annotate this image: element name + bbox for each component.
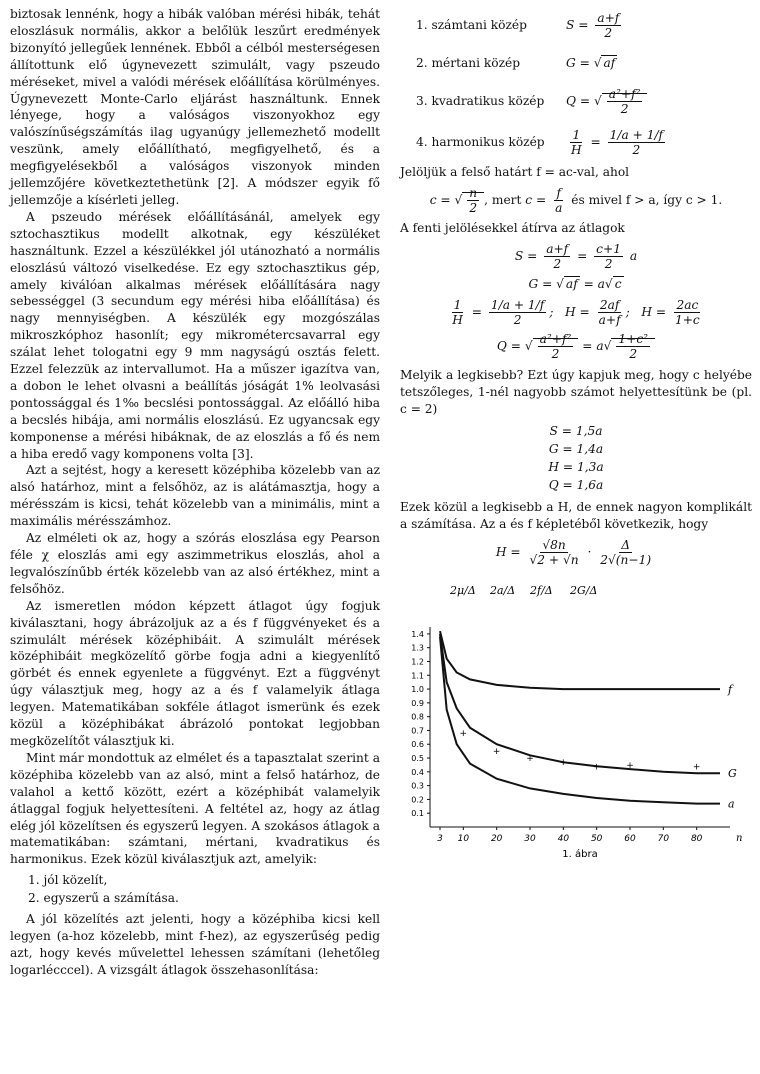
y-tick-label: 0.3: [411, 781, 424, 791]
series-label: G: [728, 767, 737, 781]
right-column: [400, 6, 752, 872]
x-tick-label: 80: [690, 834, 703, 845]
value-item: H = 1,3a: [548, 460, 604, 475]
value-item: G = 1,4a: [548, 442, 604, 457]
x-tick-label: 40: [557, 834, 570, 845]
mean-label: 3. kvadratikus közép: [416, 93, 545, 108]
figure-caption: 1. ábra: [562, 849, 598, 861]
left-column: [10, 6, 380, 979]
formula: G = √ af: [566, 55, 616, 70]
legend-label: 2μ/Δ: [450, 584, 476, 598]
paragraph: Mint már mondottuk az elmélet és a tapasztalat szerint a középhiba közelebb van az alsó, mint a felső határhoz, de valahol a kettő között, ezért a középhibát valamelyik átlaggal fogjuk helyettesíteni. A feltétel az, hogy az átlag elég jól közelítsen és egyszerű legyen. A szokásos átlagok a matematikában: számtani, mértani, kvadratikus és harmonikus. Ezek közül kiválasztjuk azt, amelyik:: [10, 750, 380, 867]
y-tick-label: 0.5: [411, 754, 424, 764]
y-tick-label: 0.7: [411, 726, 424, 736]
mean-label: 4. harmonikus közép: [416, 134, 545, 149]
x-tick-label: 60: [624, 834, 636, 845]
data-point: +: [592, 762, 601, 773]
formula: G = √ af = a√ c: [528, 276, 622, 291]
y-tick-label: 0.1: [411, 809, 424, 819]
data-point: +: [559, 758, 568, 769]
mean-row: [400, 82, 752, 120]
y-tick-label: 1.4: [411, 630, 424, 640]
values-list: [400, 422, 752, 494]
legend-label: 2f/Δ: [530, 584, 553, 598]
x-tick-label: 20: [490, 834, 503, 845]
y-tick-label: 1.1: [411, 671, 424, 681]
formula: $\frac{1}{H}$ = $\frac{1/a + 1/f}{2}$: [571, 127, 664, 157]
paragraph: A fenti jelölésekkel átírva az átlagok: [400, 220, 625, 235]
x-tick-label: 30: [524, 834, 536, 845]
legend-label: 2G/Δ: [570, 584, 598, 598]
y-tick-label: 0.4: [411, 768, 424, 778]
series-label: a: [728, 797, 735, 811]
paragraph: Azt a sejtést, hogy a keresett középhiba közelebb van az alsó határhoz, mint a felsőhöz, az is alátámasztja, hogy a mérésszám is kicsi, tehát közelebb van a minimális, mint a maximális mérésszámhoz.: [10, 463, 380, 529]
x-tick-label: 70: [657, 834, 670, 845]
data-point: +: [526, 754, 534, 765]
data-point: +: [626, 761, 634, 772]
formula: S = $\frac{a+f}{2}$: [566, 10, 620, 40]
y-tick-label: 1.0: [411, 685, 424, 695]
legend-label: 2a/Δ: [490, 584, 516, 598]
data-point: +: [492, 747, 501, 758]
list-item: 1. jól közelít,: [28, 873, 108, 888]
series-label: f: [728, 683, 733, 697]
formula: H = $\frac{√8n}{√2 + √n}$ · $\frac{\Delta}{2√(n-1)}$: [495, 538, 652, 568]
data-point: +: [692, 762, 701, 773]
series-line-G: [440, 634, 720, 773]
y-tick-label: 1.2: [411, 657, 424, 667]
mean-label: 1. számtani közép: [416, 17, 527, 32]
y-tick-label: 0.6: [411, 740, 424, 750]
x-tick-label: 3: [437, 834, 443, 845]
mean-row: [400, 120, 752, 164]
series-line-f: [440, 631, 720, 689]
value-item: S = 1,5a: [549, 424, 603, 439]
y-tick-label: 0.9: [411, 699, 424, 709]
value-item: Q = 1,6a: [548, 478, 604, 493]
paragraph: Ezek közül a legkisebb a H, de ennek nagyon komplikált a számítása. Az a és f képletéből következik, hogy: [400, 500, 752, 532]
y-tick-label: 0.2: [411, 795, 424, 805]
list-item: 2. egyszerű a számítása.: [28, 891, 179, 906]
paragraph: A jól közelítés azt jelenti, hogy a középhiba kicsi kell legyen (a-hoz közelebb, mint f-hez), az egyszerűség pedig azt, hogy kevés művelettel lehessen számítani (lehetőleg logarlécccel). A vizsgált átlagok összehasonlítása:: [10, 912, 380, 977]
mean-row: [400, 44, 752, 82]
criteria-list: [28, 872, 380, 907]
x-tick-label: 10: [457, 834, 470, 845]
paragraph: Melyik a legkisebb? Ezt úgy kapjuk meg, hogy c helyébe tetszőleges, 1-nél nagyobb számot helyettesítünk be (pl. c = 2): [400, 367, 752, 416]
formula: $\frac{1}{H}$ = $\frac{1/a + 1/f}{2}$ ; H = $\frac{2af}{a+f}$ ; H = $\frac{2ac}{1+c}$: [452, 297, 700, 327]
formula: S = $\frac{a+f}{2}$ = $\frac{c+1}{2}$ a: [514, 241, 638, 271]
paragraph: Jelöljük a felső határt f = ac-val, ahol: [400, 165, 630, 179]
formula: Q = √ $\frac{\text{a²+f²}}{2}$ = a√ $\frac{\text{1+c²}}{2}$: [400, 332, 752, 361]
figure-1-chart: [400, 572, 750, 872]
paragraph: A pszeudo mérések előállításánál, amelyek egy sztochasztikus modellt alkotnak, egy készüléket használtunk. Ezzel a készülékkel jól utánozható a normális eloszlású változó viselkedése. Ez egy sztochasztikus gép, amely kiválóan alkalmas mérések előállítására nagy sebességgel (3 secundum egy mérési hiba előállítása) és nagy mennyiségben. A készülék egy mozgószálas mikroszkóphoz hasonlít; egy mikrométercsavarral egy szálat lehet tologatni egy 9 mm nagyságú osztás felett. Ezzel felezzük az intervallumot. Ha a műszer igazítva van, a dobon le lehet olvasni a beállítás jóságát 1% leolvasási pontossággal és 1‰ becslési pontossággal. Az előálló hiba a becslés hibája, ami normális eloszlású. Ez ugyancsak egy komponense a mérési hibáknak, de az eloszlás a fő és nem a hiba eredő vagy komponens volta [3].: [10, 209, 380, 461]
y-tick-label: 1.3: [411, 643, 424, 653]
x-axis-label: n: [736, 833, 743, 845]
data-point: +: [459, 729, 468, 740]
mean-label: 2. mértani közép: [416, 55, 521, 70]
paragraph: Az ismeretlen módon képzett átlagot úgy fogjuk kiválasztani, hogy ábrázoljuk az a és f függvényeket és a szimulált mérések középhibáit. A szimulált mérések középhibáit megközelítő görbe fogja adni a kiegyenlítő görbét és ennek egyenlete a függvényt. Ezt a függvényt úgy választjuk meg, hogy az a és f valamelyik átlaga legyen. Matematikában sokféle átlagot ismerünk és ezek közül a középhibákat ábrázoló pontokat legjobban megközelítőt választjuk ki.: [10, 598, 380, 748]
series-line-a: [440, 637, 720, 804]
formula: Q = √ $\frac{\text{a²+f²}}{2}$: [566, 87, 752, 116]
y-tick-label: 0.8: [411, 712, 424, 722]
mean-row: [400, 6, 752, 44]
paragraph: biztosak lennénk, hogy a hibák valóban mérési hibák, tehát eloszlásuk normális, akkor a belőlük leszűrt eredmények bizonyító jellegűek lennének. Ebből a célból mesterségesen állítottunk elő úgynevezett szimulált, vagy pszeudo méréseket, mivel a valódi mérések előállítása körülményes. Úgynevezett Monte-Carlo eljárást használtunk. Ennek lényege, hogy a valóságos viszonyokhoz egy valószínűségszámítás ilag ugyanúgy jellemezhető modellt veszünk, amely előállítható, megfigyelhető, és a megfigyelésekből a valóságos viszonyok minden jellemzőjére következtethetünk [2]. A módszer egyik fő jellemzője a kísérleti jelleg.: [10, 7, 380, 207]
paragraph: Az elméleti ok az, hogy a szórás eloszlása egy Pearson féle χ eloszlás ami egy aszimmetrikus eloszlás, ahol a legvalószínűbb érték közelebb van az alsó értékhez, mint a felsőhöz.: [10, 531, 380, 596]
formula: c = √ $\frac{n}{2}$ , mert c = $\frac{f}{a}$ és mivel f > a, így c > 1.: [429, 185, 723, 215]
x-tick-label: 50: [590, 834, 603, 845]
